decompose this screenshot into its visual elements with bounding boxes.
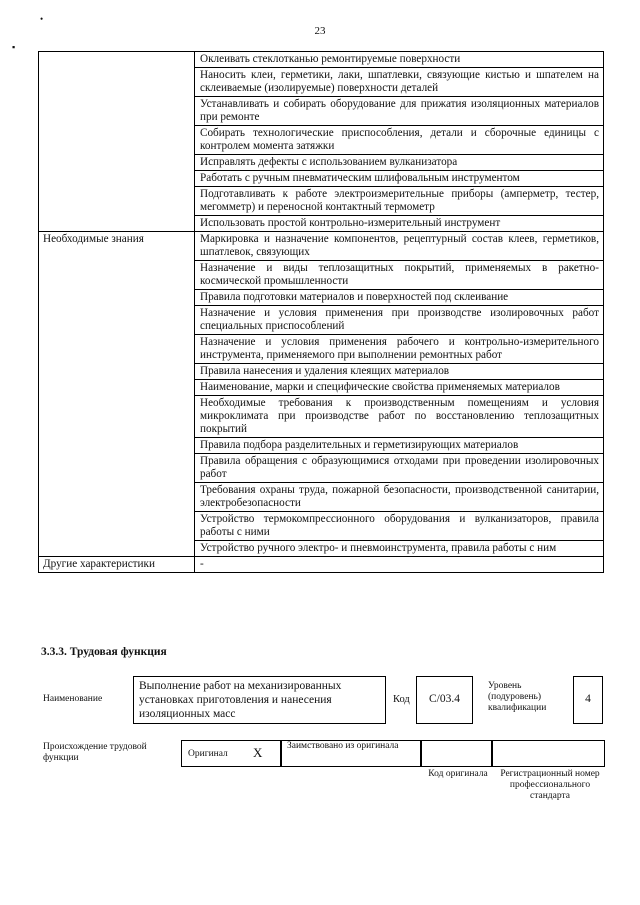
scan-mark-dot: • bbox=[40, 14, 44, 24]
row-item-cell: Наименование, марки и специфические свойства применяемых материалов bbox=[195, 380, 604, 396]
row-item-cell: Использовать простой контрольно-измерительный инструмент bbox=[195, 216, 604, 232]
function-name-box bbox=[133, 676, 386, 724]
row-label-cell: Другие характеристики bbox=[39, 557, 195, 573]
level-value-box bbox=[573, 676, 603, 724]
row-item-cell: Собирать технологические приспособления, детали и сборочные единицы с контролем момента затяжки bbox=[195, 126, 604, 155]
row-item-cell: Устанавливать и собирать оборудование для прижатия изоляционных материалов при ремонте bbox=[195, 97, 604, 126]
row-item-cell: Работать с ручным пневматическим шлифовальным инструментом bbox=[195, 171, 604, 187]
origin-label: Происхождение трудовой функции bbox=[43, 742, 147, 763]
code-value: С/03.4 bbox=[429, 693, 460, 705]
code-value-box bbox=[416, 676, 473, 724]
level-label: Уровень (подуровень) квалификации bbox=[488, 681, 547, 713]
table-row bbox=[39, 232, 604, 261]
original-check-mark: X bbox=[253, 745, 263, 760]
row-item-cell: Необходимые требования к производственным помещениям и условия микроклимата при производстве работ по восстановлению теплозащитных покрытий bbox=[195, 396, 604, 438]
function-name-value: Выполнение работ на механизированных установках приготовления и нанесения изоляционных масс bbox=[139, 680, 342, 720]
row-item-cell: Маркировка и назначение компонентов, рецептурный состав клеев, герметиков, шпатлевок, связующих bbox=[195, 232, 604, 261]
section-heading: 3.3.3. Трудовая функция bbox=[41, 646, 167, 658]
table-row bbox=[39, 52, 604, 68]
skills-knowledge-table bbox=[38, 51, 604, 573]
name-label: Наименование bbox=[43, 694, 103, 704]
table-row bbox=[39, 557, 604, 573]
row-item-cell: Назначение и условия применения рабочего и контрольно-измерительного инструмента, применяемого при выполнении ремонтных работ bbox=[195, 335, 604, 364]
origin-divider bbox=[491, 740, 493, 767]
row-item-cell: Назначение и условия применения при производстве изолировочных работ специальных приспособлений bbox=[195, 306, 604, 335]
row-item-cell: - bbox=[195, 557, 604, 573]
row-label-cell: Необходимые знания bbox=[39, 232, 195, 557]
row-label-cell bbox=[39, 52, 195, 232]
original-label: Оригинал bbox=[188, 749, 228, 759]
scan-mark-dot: ▪ bbox=[12, 42, 16, 52]
borrowed-label: Заимствовано из оригинала bbox=[287, 741, 399, 751]
row-item-cell: Правила подбора разделительных и герметизирующих материалов bbox=[195, 438, 604, 454]
page-number: 23 bbox=[314, 25, 326, 37]
row-item-cell: Устройство термокомпрессионного оборудования и вулканизаторов, правила работы с ними bbox=[195, 512, 604, 541]
row-item-cell: Исправлять дефекты с использованием вулканизатора bbox=[195, 155, 604, 171]
level-value: 4 bbox=[585, 693, 591, 705]
code-label: Код bbox=[393, 694, 410, 705]
row-item-cell: Подготавливать к работе электроизмерительные приборы (амперметр, тестер, мегомметр) и переносной контактный термометр bbox=[195, 187, 604, 216]
reg-number-caption: Регистрационный номер профессионального стандарта bbox=[500, 769, 600, 801]
row-item-cell: Наносить клеи, герметики, лаки, шпатлевки, связующие кистью и шпателем на склеиваемые (изолируемые) поверхности деталей bbox=[195, 68, 604, 97]
row-item-cell: Оклеивать стеклотканью ремонтируемые поверхности bbox=[195, 52, 604, 68]
origin-divider bbox=[280, 740, 282, 767]
row-item-cell: Правила нанесения и удаления клеящих материалов bbox=[195, 364, 604, 380]
row-item-cell: Правила обращения с образующимися отходами при проведении изолировочных работ bbox=[195, 454, 604, 483]
row-item-cell: Назначение и виды теплозащитных покрытий, применяемых в ракетно-космической промышленности bbox=[195, 261, 604, 290]
origin-divider bbox=[420, 740, 422, 767]
row-item-cell: Требования охраны труда, пожарной безопасности, производственной санитарии, электробезопасности bbox=[195, 483, 604, 512]
code-original-caption: Код оригинала bbox=[428, 769, 488, 779]
row-item-cell: Устройство ручного электро- и пневмоинструмента, правила работы с ним bbox=[195, 541, 604, 557]
row-item-cell: Правила подготовки материалов и поверхностей под склеивание bbox=[195, 290, 604, 306]
